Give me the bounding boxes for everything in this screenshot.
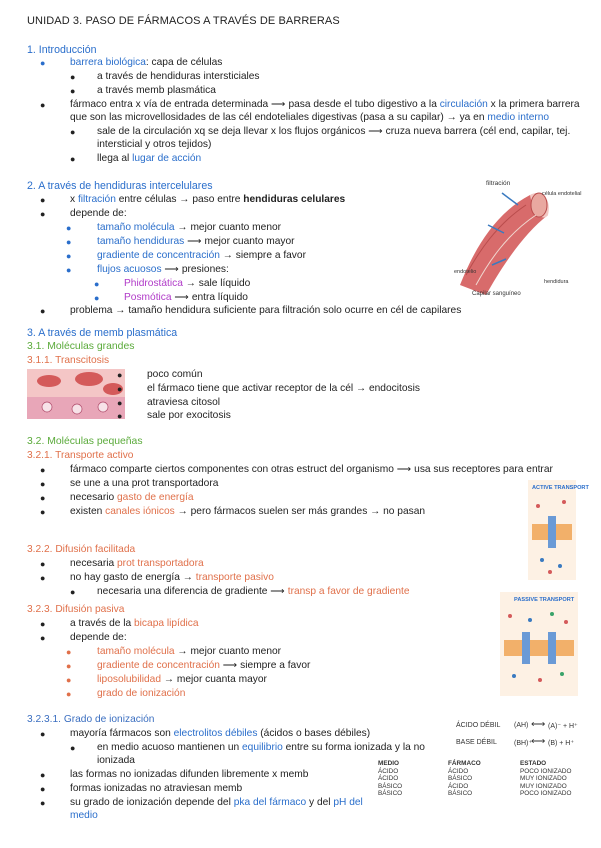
s1-line-5-cont: intersticial y otros tejidos) — [97, 139, 212, 150]
section-3-2-3-heading: 3.2.3. Difusión pasiva — [27, 604, 125, 615]
passive-figure-title: PASSIVE TRANSPORT — [514, 597, 575, 603]
s2-line-3: tamaño molécula → mejor cuanto menor — [97, 222, 282, 233]
s1-line-2: a través de hendiduras intersticiales — [97, 71, 260, 82]
equilibrium-arrows-icon: ⟷ — [531, 719, 546, 730]
ionization-line-4: formas ionizadas no atraviesan memb — [70, 783, 243, 794]
bullet-blue: ● — [94, 279, 100, 289]
vessel-label-hendidura: hendidura — [544, 279, 569, 285]
acid-equation-left: (AH) — [514, 722, 529, 729]
bullet: ● — [117, 411, 123, 421]
transcytosis-line-3: atraviesa citosol — [147, 397, 221, 408]
section-2-heading: 2. A través de hendiduras intercelulares — [27, 180, 213, 192]
bullet: ● — [40, 507, 46, 517]
bullet: ● — [40, 306, 46, 316]
page-title: UNIDAD 3. PASO DE FÁRMACOS A TRAVÉS DE BARRERAS — [27, 15, 340, 27]
section-3-1-1-heading: 3.1.1. Transcitosis — [27, 355, 110, 366]
s1-line-1: barrera biológica: capa de células — [70, 57, 223, 68]
ionization-line-3: las formas no ionizadas difunden libremente x memb — [70, 769, 309, 780]
transcytosis-figure — [27, 369, 125, 419]
bullet: ● — [117, 384, 123, 394]
bullet: ● — [117, 398, 123, 408]
section-3-2-heading: 3.2. Moléculas pequeñas — [27, 436, 143, 447]
s1-line-3: a través memb plasmática — [97, 85, 216, 96]
bullet-blue: ● — [66, 251, 72, 261]
ionization-line-5-cont: medio — [70, 810, 98, 821]
vessel-label-endotelio: endotelio — [454, 269, 477, 275]
blood-vessel-figure — [452, 175, 580, 301]
vessel-label-filtracion: filtración — [486, 180, 511, 187]
active-line-1: fármaco comparte ciertos componentes con otras estruct del organismo ⟶ usa sus receptores para entrar — [70, 464, 553, 475]
bullet: ● — [40, 209, 46, 219]
base-equation-right: (B) + H⁺ — [548, 740, 575, 747]
bullet: ● — [40, 798, 46, 808]
bullet: ● — [40, 195, 46, 205]
bullet: ● — [40, 479, 46, 489]
base-equation-label: BASE DÉBIL — [456, 739, 497, 746]
table-row: ÁCIDO BÁSICO MUY IONIZADO — [378, 775, 567, 783]
section-3-2-2-heading: 3.2.2. Difusión facilitada — [27, 544, 136, 555]
bullet: ● — [40, 633, 46, 643]
s1-line-4-cont: que son las microvellosidades de las cél endoteliales digestivas (pasa a su capilar) → ya en medio interno — [70, 112, 550, 123]
bullet: ● — [40, 100, 46, 110]
vessel-label-capilar: Capilar sanguíneo — [472, 291, 521, 297]
bullet: ● — [70, 587, 76, 597]
bullet: ● — [40, 770, 46, 780]
bullet-orange: ● — [66, 689, 72, 699]
bullet-blue: ● — [40, 58, 46, 68]
transcytosis-line-1: poco común — [147, 369, 203, 380]
active-transport-figure — [528, 480, 589, 580]
bullet: ● — [40, 559, 46, 569]
s2-line-4: tamaño hendiduras ⟶ mejor cuanto mayor — [97, 236, 295, 247]
bullet-blue: ● — [66, 223, 72, 233]
ionization-line-1: mayoría fármacos son electrolitos débiles (ácidos o bases débiles) — [70, 728, 371, 739]
acid-equation-label: ÁCIDO DÉBIL — [456, 722, 501, 729]
section-3-2-3-1-heading: 3.2.3.1. Grado de ionización — [27, 714, 155, 725]
table-row: ÁCIDO ÁCIDO POCO IONIZADO — [378, 767, 572, 775]
acid-equation-right: (A)⁻ + H⁺ — [548, 723, 578, 730]
transcytosis-line-2: el fármaco tiene que activar receptor de la cél → endocitosis — [147, 383, 420, 394]
section-1-heading: 1. Introducción — [27, 44, 97, 56]
bullet: ● — [40, 619, 46, 629]
bullet-orange: ● — [66, 661, 72, 671]
s2-line-5: gradiente de concentración → siempre a favor — [97, 250, 306, 261]
passive-line-4: gradiente de concentración ⟶ siempre a favor — [97, 660, 311, 671]
passive-line-3: tamaño molécula → mejor cuanto menor — [97, 646, 282, 657]
table-header-row: MEDIO FÁRMACO ESTADO — [378, 760, 547, 767]
section-3-1-heading: 3.1. Moléculas grandes — [27, 341, 135, 352]
facilitated-line-1: necesaria prot transportadora — [70, 558, 204, 569]
table-row: BÁSICO BÁSICO POCO IONIZADO — [378, 790, 572, 798]
active-line-3: necesario gasto de energía — [70, 492, 194, 503]
bullet: ● — [40, 573, 46, 583]
transcytosis-line-4: sale por exocitosis — [147, 410, 231, 421]
s2-line-8: Posmótica ⟶ entra líquido — [124, 292, 248, 303]
bullet-blue: ● — [66, 265, 72, 275]
vessel-label-celula: célula endotelial — [542, 191, 582, 197]
bullet-hollow: ● — [70, 127, 76, 137]
table-row: BÁSICO ÁCIDO MUY IONIZADO — [378, 782, 567, 790]
bullet: ● — [70, 86, 76, 96]
passive-line-6: grado de ionización — [97, 688, 186, 699]
bullet: ● — [70, 154, 76, 164]
passive-line-2: depende de: — [70, 632, 127, 643]
section-3-2-1-heading: 3.2.1. Transporte activo — [27, 450, 134, 461]
passive-line-1: a través de la bicapa lipídica — [70, 618, 199, 629]
ionization-line-2-cont: ionizada — [97, 755, 135, 766]
facilitated-line-2: no hay gasto de energía → transporte pasivo — [70, 572, 274, 583]
passive-line-5: liposolubilidad → mejor cuanta mayor — [97, 674, 267, 685]
ionization-line-2: en medio acuoso mantienen un equilibrio entre su forma ionizada y la no — [97, 742, 425, 753]
s1-line-4: fármaco entra x vía de entrada determinada ⟶ pasa desde el tubo digestivo a la circulación x la primera barrera — [70, 99, 580, 110]
s2-line-6: flujos acuosos ⟶ presiones: — [97, 264, 229, 275]
bullet: ● — [40, 493, 46, 503]
ionization-table — [378, 760, 600, 798]
facilitated-line-3: necesaria una diferencia de gradiente ⟶ transp a favor de gradiente — [97, 586, 410, 597]
bullet: ● — [40, 784, 46, 794]
passive-transport-figure — [500, 592, 578, 696]
bullet: ● — [70, 743, 76, 753]
s1-line-5: sale de la circulación xq se deja llevar x los flujos orgánicos ⟶ cruza nueva barrera (cél end, capilar, tej. — [97, 126, 571, 137]
active-figure-title: ACTIVE TRANSPORT — [532, 485, 589, 491]
bullet-blue: ● — [94, 293, 100, 303]
s2-line-2: depende de: — [70, 208, 127, 219]
active-line-2: se une a una prot transportadora — [70, 478, 219, 489]
section-3-heading: 3. A través de memb plasmática — [27, 327, 178, 339]
s1-line-6: llega al lugar de acción — [97, 153, 202, 164]
base-equation-left: (BH)⁺ — [514, 740, 533, 747]
s2-line-9: problema → tamaño hendidura suficiente para filtración solo ocurre en cél de capilares — [70, 305, 462, 316]
bullet: ● — [40, 729, 46, 739]
bullet: ● — [70, 72, 76, 82]
bullet-blue: ● — [66, 237, 72, 247]
s2-line-7: Phidrostática → sale líquido — [124, 278, 251, 289]
bullet-orange: ● — [66, 675, 72, 685]
s2-line-1: x filtración entre células → paso entre hendiduras celulares — [70, 194, 346, 205]
equilibrium-arrows-icon: ⟷ — [531, 736, 546, 747]
bullet: ● — [117, 370, 123, 380]
ionization-line-5: su grado de ionización depende del pka del fármaco y del pH del — [70, 797, 363, 808]
bullet: ● — [40, 465, 46, 475]
bullet-orange: ● — [66, 647, 72, 657]
active-line-4: existen canales iónicos → pero fármacos suelen ser más grandes → no pasan — [70, 506, 426, 517]
